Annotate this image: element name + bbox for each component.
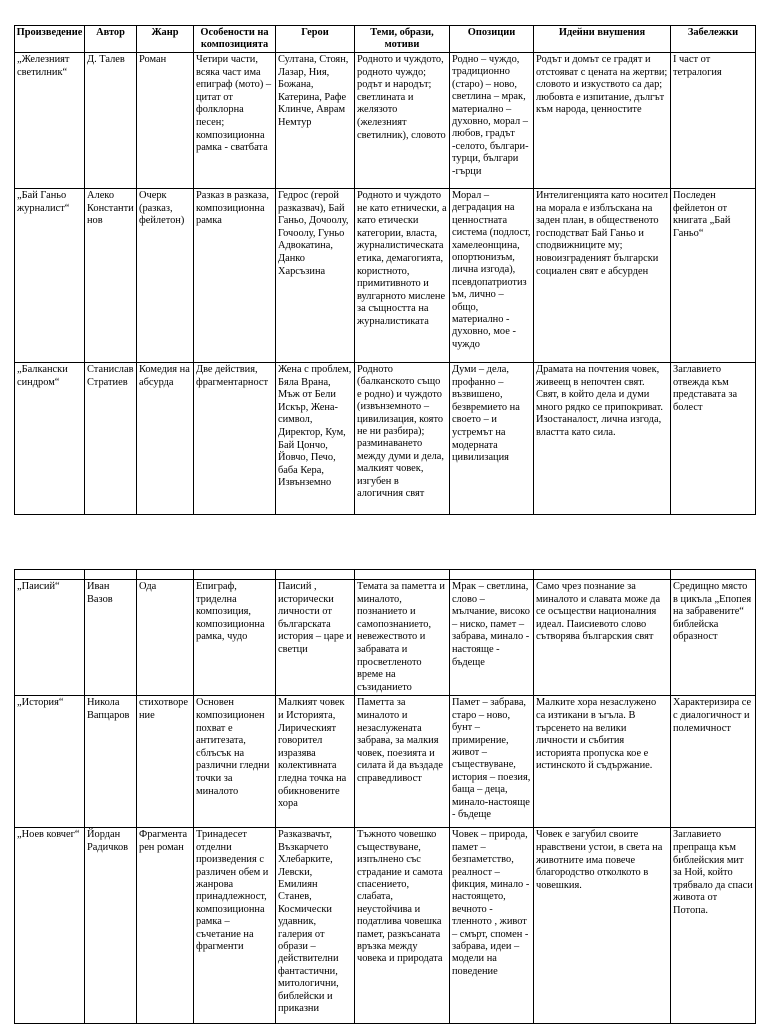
cell-work: „Ноев ковчег“	[15, 828, 85, 1024]
cell-work: „Бай Ганьо журналист“	[15, 189, 85, 363]
cell-genre: Фрагментарен роман	[137, 828, 194, 1024]
cell-characters: Паисий , исторически личности от българската история – царе и светци	[276, 580, 355, 696]
cell-ideas: Родът и домът се градят и отстояват с цената на жертви; словото и изкуството са дар; любовта е изпитание, дългът към народа, ценностите	[534, 53, 671, 189]
cell-composition: Основен композиционен похват е антитезата, сблъсък на различни гледни точки за миналото	[194, 696, 276, 828]
cell-author: Д. Талев	[85, 53, 137, 189]
header-notes: Забележки	[671, 26, 756, 53]
cell-composition: Две действия, фрагментарност	[194, 363, 276, 515]
header-themes: Теми, образи, мотиви	[355, 26, 450, 53]
cell-oppositions: Памет – забрава, старо – ново, бунт – примирение, живот – съществуване, история – поезия, баща – деца, минало-настояще - бъдеще	[450, 696, 534, 828]
cell-notes: I част от тетралогия	[671, 53, 756, 189]
header-genre: Жанр	[137, 26, 194, 53]
cell-genre: Роман	[137, 53, 194, 189]
cell-ideas: Интелигенцията като носител на морала е изблъскана на заден план, в общественото господстват Бай Ганьо и сподвижниците му; новоизграденият български социален свят е абсурден	[534, 189, 671, 363]
cell-composition: Тринадесет отделни произведения с различен обем и жанрова принадлежност, композиционна рамка – съчетание на фрагменти	[194, 828, 276, 1024]
cell-composition: Епиграф, триделна композиция, композиционна рамка, чудо	[194, 580, 276, 696]
cell-ideas: Малките хора незаслужено са изтикани в ъгъла. В търсенето на велики личности и събития историята пропуска кое е истинското й съдържание.	[534, 696, 671, 828]
cell-composition: Четири части, всяка част има епиграф (мото) – цитат от фолклорна песен; композиционна рамка - сватбата	[194, 53, 276, 189]
table-row-continuation	[15, 570, 756, 580]
cell-themes: Тъжното човешко съществуване, изпълнено със страдание и самота спасението, слабата, неустойчива и податлива човешка памет, разкъсаната връзка между човека и природата	[355, 828, 450, 1024]
table-row	[15, 53, 756, 189]
cell-composition: Разказ в разказа, композиционна рамка	[194, 189, 276, 363]
cell-characters: Гедрос (герой разказвач), Бай Ганьо, Дочоолу, Гочоолу, Гуньо Адвокатина, Данко Харсъзина	[276, 189, 355, 363]
header-characters: Герои	[276, 26, 355, 53]
table-row	[15, 580, 756, 696]
table-header-row	[15, 26, 756, 53]
cell-oppositions: Морал – деградация на ценностната система (подлост, хамелеонщина, опортюнизъм, лична изгода), псевдопатриотизъм, лично – общо, материално - духовно, мое - чуждо	[450, 189, 534, 363]
header-composition: Особености на композицията	[194, 26, 276, 53]
table-row	[15, 363, 756, 515]
cell-themes: Родното и чуждото, родното чуждо; родът и народът; светлината и желязото (железният светилник), словото	[355, 53, 450, 189]
cell-oppositions: Родно – чуждо, традиционно (старо) – ново, светлина – мрак, материално – духовно, морал – любов, градът -селото, българи- турци, българи -гърци	[450, 53, 534, 189]
literature-table-upper	[14, 25, 756, 515]
cell-genre: стихотворение	[137, 696, 194, 828]
cell-themes: Родното и чуждото не като етнически, а като етически категории, власта, журналистическата етика, демагогията, користното, примитивното и вулгарното мислене за същността на журналистиката	[355, 189, 450, 363]
cell-genre: Комедия на абсурда	[137, 363, 194, 515]
cell-work: „Балкански синдром“	[15, 363, 85, 515]
cell-characters: Малкият човек и Историята, Лирическият говорител изразява колективната гледна точка на обикновените хора	[276, 696, 355, 828]
table-row	[15, 828, 756, 1024]
cell-ideas: Драмата на почтения човек, живеещ в непочтен свят. Свят, в който дела и думи много рядко се припокриват. Изостаналост, лична изгода, властта като сила.	[534, 363, 671, 515]
cell-oppositions: Думи – дела, профанно – възвишено, безвремието на своето – и устремът на модерната цивилизация	[450, 363, 534, 515]
cell-work: „Паисий“	[15, 580, 85, 696]
cell-ideas: Само чрез познание за миналото и славата може да се осъществи националния идеал. Паисиевото слово сътворява българския свят	[534, 580, 671, 696]
header-work: Произведение	[15, 26, 85, 53]
header-author: Автор	[85, 26, 137, 53]
cell-notes: Средищно място в цикъла „Епопея на забравените“ библейска образност	[671, 580, 756, 696]
cell-characters: Жена с проблем, Бяла Врана, Мъж от Бели Искър, Жена-символ, Директор, Кум, Бай Цончо, Йовчо, Печо, баба Кера, Извънземно	[276, 363, 355, 515]
cell-characters: Султана, Стоян, Лазар, Ния, Божана, Катерина, Рафе Клинче, Аврам Немтур	[276, 53, 355, 189]
cell-oppositions: Мрак – светлина, слово – мълчание, високо – ниско, памет – забрава, минало - настояще - бъдеще	[450, 580, 534, 696]
cell-author: Станислав Стратиев	[85, 363, 137, 515]
cell-characters: Разказвачът, Възкарчето Хлебарките, Левски, Емилиян Станев, Космически удавник, галерия от образи – действителни фантастични, митологични, библейски и приказни	[276, 828, 355, 1024]
cell-author: Иван Вазов	[85, 580, 137, 696]
cell-genre: Очерк (разказ, фейлетон)	[137, 189, 194, 363]
header-ideas: Идейни внушения	[534, 26, 671, 53]
cell-themes: Темата за паметта и миналото, познанието и самопознанието, невежеството и забравата и просветленото време на съзиданието	[355, 580, 450, 696]
table-row	[15, 189, 756, 363]
cell-themes: Паметта за миналото и незаслужената забрава, за малкия човек, поезията и силата й да въздаде справедливост	[355, 696, 450, 828]
cell-themes: Родното (балканското също е родно) и чуждото (извънземното – цивилизация, която не ни разбира); разминаването между думи и дела, малкият човек, изгубен в алогичния свят	[355, 363, 450, 515]
header-oppositions: Опозиции	[450, 26, 534, 53]
cell-oppositions: Човек – природа, памет – безпаметство, реалност – фикция, минало - настоящето, вечното - тленното , живот – смърт, спомен - забрава, идеи – модели на поведение	[450, 828, 534, 1024]
cell-notes: Последен фейлетон от книгата „Бай Ганьо“	[671, 189, 756, 363]
cell-ideas: Човек е загубил своите нравствени устои, в света на животните има повече благородство отколкото в човешкия.	[534, 828, 671, 1024]
cell-notes: Заглавието препраща към библейския мит за Ной, който трябвало да спаси живота от Потопа.	[671, 828, 756, 1024]
cell-author: Йордан Радичков	[85, 828, 137, 1024]
cell-author: Алеко Константинов	[85, 189, 137, 363]
literature-table-lower	[14, 569, 756, 1024]
table-row	[15, 696, 756, 828]
cell-work: „Железният светилник“	[15, 53, 85, 189]
cell-notes: Заглавието отвежда към представата за болест	[671, 363, 756, 515]
cell-notes: Характеризира се с диалогичност и полемичност	[671, 696, 756, 828]
cell-author: Никола Вапцаров	[85, 696, 137, 828]
cell-work: „История“	[15, 696, 85, 828]
cell-genre: Ода	[137, 580, 194, 696]
